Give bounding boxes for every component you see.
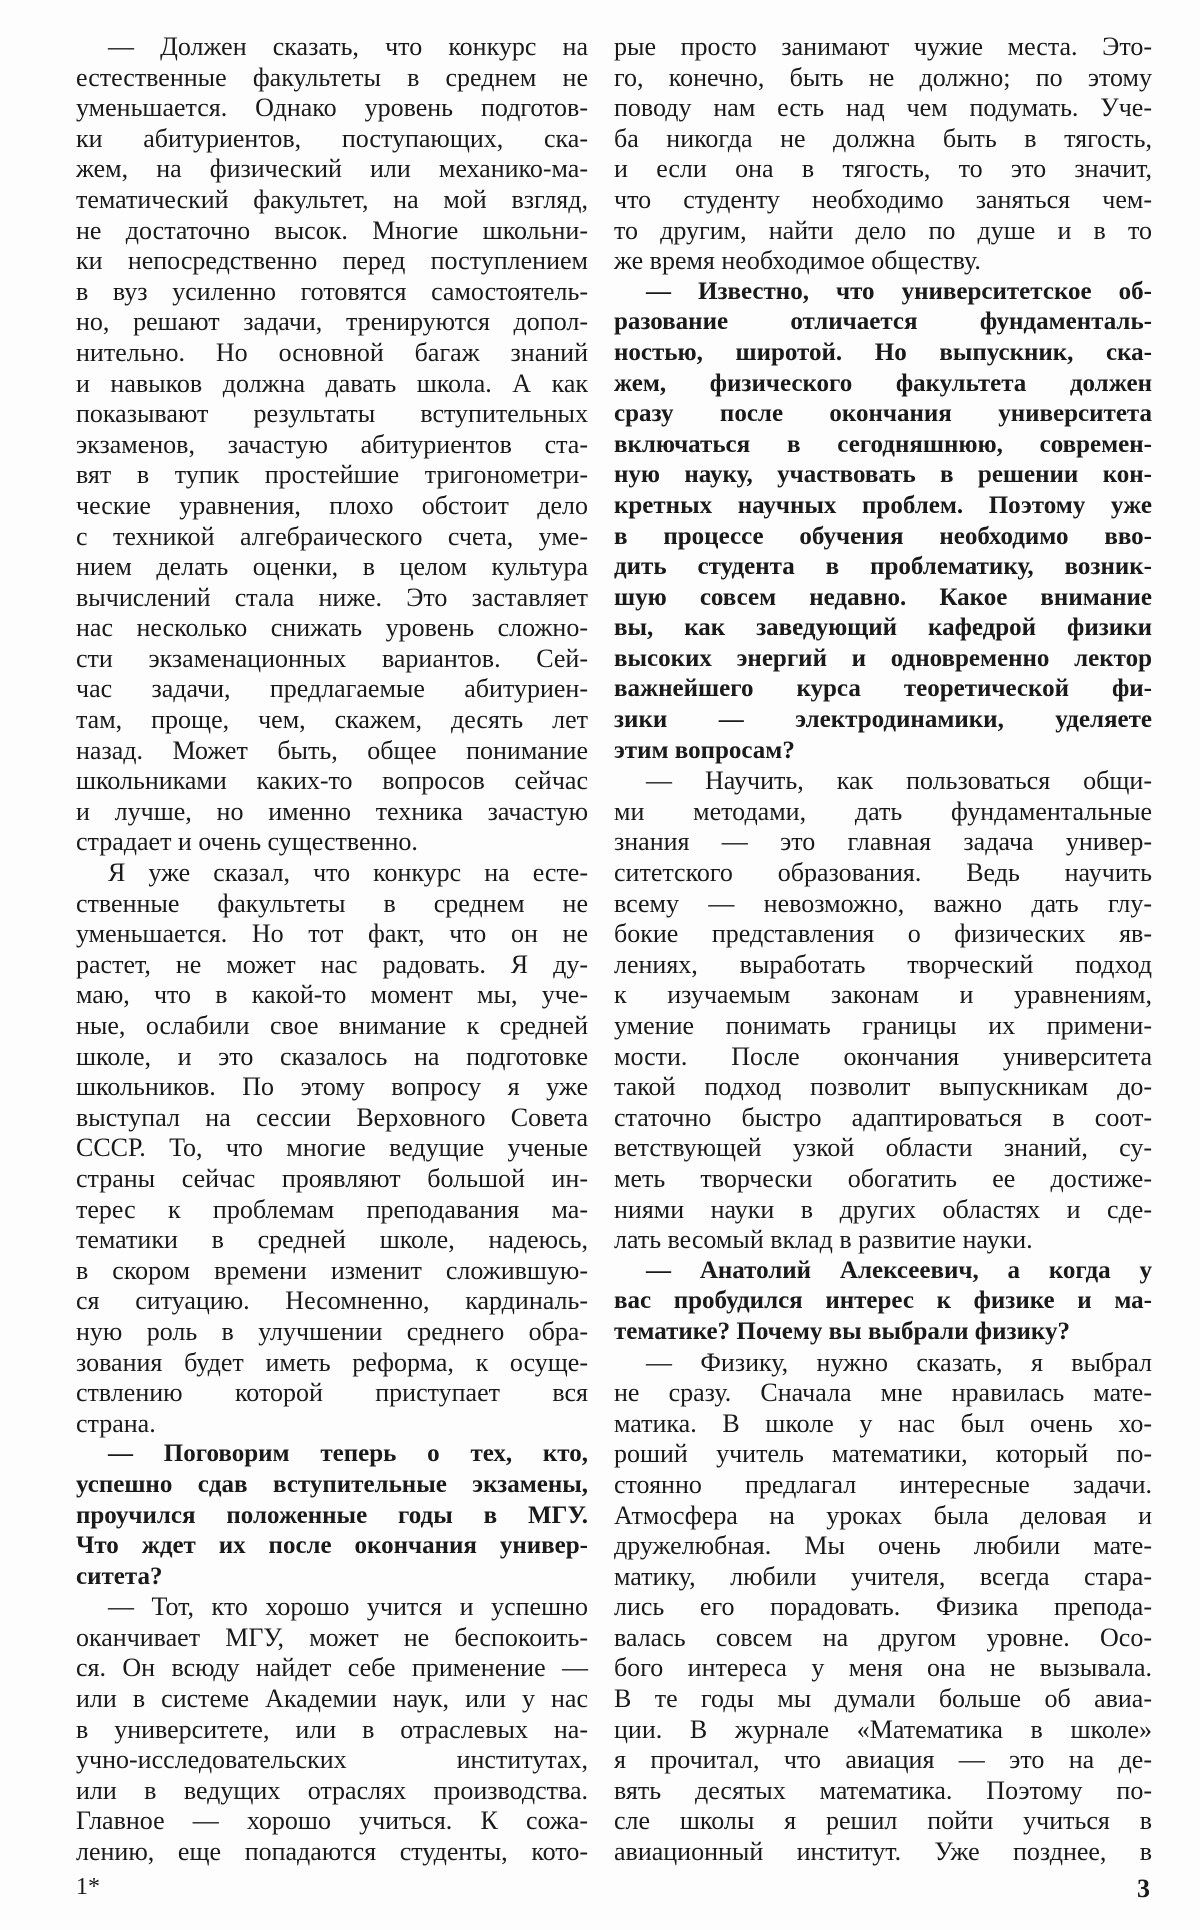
paragraph	[614, 766, 1152, 1256]
text-line: шую совсем недавно. Какое внимание	[614, 583, 1152, 611]
text-line: ции. В журнале «Математика в школе»	[614, 1714, 1152, 1744]
text-line: я прочитал, что авиация — это на де-	[614, 1745, 1152, 1775]
text-line: сразу после окончания университета	[614, 400, 1152, 428]
text-line: нас несколько снижать уровень сложно-	[76, 613, 588, 643]
text-line: Главное — хорошо учиться. К сожа-	[76, 1806, 588, 1836]
text-line: что студенту необходимо заняться чем-	[614, 184, 1152, 214]
text-line: вят в тупик простейшие тригонометри-	[76, 460, 588, 490]
text-line: лать весомый вклад в развитие науки.	[614, 1225, 1033, 1255]
text-line: меть творчески обогатить ее достиже-	[614, 1163, 1152, 1193]
text-line: такой подход позволит выпускникам до-	[614, 1072, 1152, 1102]
text-line: с техникой алгебраического счета, уме-	[76, 521, 588, 551]
text-line: — Тот, кто хорошо учится и успешно	[108, 1592, 588, 1622]
text-line: ную роль в улучшении среднего обра-	[76, 1316, 588, 1346]
text-line: показывают результаты вступительных	[76, 399, 588, 429]
text-line: ниями науки в других областях и сде-	[614, 1194, 1152, 1224]
text-line: ба никогда не должна быть в тягость,	[614, 123, 1152, 153]
text-line: нительно. Но основной багаж знаний	[76, 337, 588, 367]
text-line: ностью, широтой. Но выпускник, ска-	[614, 338, 1152, 366]
text-line: терес к проблемам преподавания ма-	[76, 1194, 588, 1224]
text-line: зики — электродинамики, уделяете	[614, 706, 1152, 734]
text-line: всему — невозможно, важно дать глу-	[614, 888, 1152, 918]
text-line: или в ведущих отраслях производства.	[76, 1775, 588, 1805]
text-line: вас пробудился интерес к физике и ма-	[614, 1287, 1152, 1315]
interview-question	[614, 1256, 1152, 1348]
text-line: высоких энергий и одновременно лектор	[614, 644, 1152, 672]
text-line: роший учитель математики, который по-	[614, 1439, 1152, 1469]
text-line: бого интереса у меня она не вызывала.	[614, 1653, 1152, 1683]
text-line: бокие представления о физических яв-	[614, 919, 1152, 949]
text-line: включаться в сегодняшнюю, современ-	[614, 430, 1152, 458]
text-line: го, конечно, быть не должно; по этому	[614, 62, 1152, 92]
text-line: в университете, или в отраслевых на-	[76, 1714, 588, 1744]
text-line: — Должен сказать, что конкурс на	[108, 32, 588, 61]
text-line: ки непосредственно перед поступлением	[76, 246, 588, 276]
text-line: умение понимать границы их примени-	[614, 1011, 1152, 1040]
text-line: уменьшается. Но тот факт, что он не	[76, 919, 588, 949]
text-line: не достаточно высок. Многие школьни-	[76, 215, 588, 245]
text-line: школьниками каких-то вопросов сейчас	[76, 766, 588, 796]
text-line: ствлению которой приступает вся	[76, 1378, 588, 1408]
text-line: то другим, найти дело по душе и в то	[614, 215, 1152, 245]
signature-mark: 1*	[76, 1874, 100, 1900]
paragraph	[76, 858, 588, 1439]
text-line: ственные факультеты в среднем не	[76, 888, 588, 918]
text-line: или в системе Академии наук, или у нас	[76, 1684, 588, 1714]
text-line: растет, не может нас радовать. Я ду-	[76, 949, 588, 979]
paragraph	[614, 1348, 1152, 1868]
text-line: выступал на сессии Верховного Совета	[76, 1102, 588, 1132]
text-line: стоянно предлагал интересные задачи.	[614, 1469, 1152, 1499]
text-line: и навыков должна давать школа. А как	[76, 368, 588, 398]
text-line: ную науку, участвовать в решении кон-	[614, 461, 1152, 489]
text-line: Что ждет их после окончания универ-	[76, 1532, 588, 1560]
text-line: вычислений стала ниже. Это заставляет	[76, 582, 588, 612]
text-line: сти экзаменационных вариантов. Сей-	[76, 643, 588, 673]
interview-question	[76, 1439, 588, 1592]
text-line: рые просто занимают чужие места. Это-	[614, 32, 1152, 61]
paragraph	[76, 32, 588, 858]
text-line: оканчивает МГУ, может не беспокоить-	[76, 1622, 588, 1652]
text-line: уменьшается. Однако уровень подготов-	[76, 93, 588, 123]
text-line: ситетского образования. Ведь научить	[614, 858, 1152, 888]
text-line: тематике? Почему вы выбрали физику?	[614, 1317, 1070, 1345]
text-line: страны сейчас проявляют большой ин-	[76, 1163, 588, 1193]
text-line: знания — это главная задача универ-	[614, 827, 1152, 857]
text-line: нием делать оценки, в целом культура	[76, 552, 588, 582]
text-line: ческие уравнения, плохо обстоит дело	[76, 490, 588, 520]
text-line: в процессе обучения необходимо вво-	[614, 522, 1152, 550]
text-line: — Поговорим теперь о тех, кто,	[108, 1440, 588, 1468]
text-line: назад. Может быть, общее понимание	[76, 735, 588, 765]
text-line: маю, что в какой-то момент мы, уче-	[76, 980, 588, 1010]
text-line: матика. В школе у нас был очень хо-	[614, 1408, 1152, 1438]
right-column	[614, 32, 1152, 1868]
text-line: дружелюбная. Мы очень любили мате-	[614, 1531, 1152, 1561]
text-line: В те годы мы думали больше об авиа-	[614, 1684, 1152, 1714]
text-line: статочно быстро адаптироваться в соот-	[614, 1102, 1152, 1132]
text-line: и лучше, но именно техника зачастую	[76, 796, 588, 826]
text-line: и если она в тягость, то это значит,	[614, 154, 1152, 184]
text-line: естественные факультеты в среднем не	[76, 62, 588, 92]
paragraph	[614, 32, 1152, 277]
text-line: там, проще, чем, скажем, десять лет	[76, 705, 588, 735]
text-line: дить студента в проблематику, возник-	[614, 553, 1152, 581]
text-line: час задачи, предлагаемые абитуриен-	[76, 674, 588, 704]
paragraph	[76, 1592, 588, 1867]
text-line: но, решают задачи, тренируются допол-	[76, 307, 588, 337]
text-line: этим вопросам?	[614, 736, 795, 764]
text-line: в вуз усиленно готовятся самостоятель-	[76, 276, 588, 306]
page-number: 3	[1137, 1874, 1150, 1903]
text-line: — Физику, нужно сказать, я выбрал	[646, 1347, 1152, 1377]
text-line: успешно сдав вступительные экзамены,	[76, 1470, 588, 1498]
text-line: — Известно, что университетское об-	[646, 277, 1152, 305]
text-line: учно-исследовательских институтах,	[76, 1745, 588, 1775]
text-line: ся ситуацию. Несомненно, кардиналь-	[76, 1286, 588, 1316]
text-line: — Научить, как пользоваться общи-	[646, 766, 1152, 796]
text-line: же время необходимое обществу.	[614, 246, 981, 276]
interview-question	[614, 277, 1152, 767]
text-line: тематики в средней школе, надеюсь,	[76, 1225, 588, 1255]
text-line: валась совсем на другом уровне. Осо-	[614, 1622, 1152, 1652]
text-line: вы, как заведующий кафедрой физики	[614, 614, 1152, 642]
text-line: не сразу. Сначала мне нравилась мате-	[614, 1378, 1152, 1408]
text-line: — Анатолий Алексеевич, а когда у	[646, 1256, 1152, 1284]
text-line: школе, и это сказалось на подготовке	[76, 1041, 588, 1071]
left-column	[76, 32, 588, 1868]
text-line: страдает и очень существенно.	[76, 827, 418, 857]
text-line: зования будет иметь реформа, к осуще-	[76, 1347, 588, 1377]
text-line: Атмосфера на уроках была деловая и	[614, 1500, 1152, 1530]
text-line: жем, физического факультета должен	[614, 369, 1152, 397]
text-line: страна.	[76, 1408, 156, 1438]
text-line: ветствующей узкой области знаний, су-	[614, 1133, 1152, 1163]
text-line: ми методами, дать фундаментальные	[614, 796, 1152, 826]
text-line: разование отличается фундаменталь-	[614, 308, 1152, 336]
text-line: кретных научных проблем. Поэтому уже	[614, 491, 1152, 519]
text-line: к изучаемым законам и уравнениям,	[614, 980, 1152, 1010]
text-line: лению, еще попадаются студенты, кото-	[76, 1837, 588, 1867]
text-line: жем, на физический или механико-ма-	[76, 154, 588, 184]
text-line: мости. После окончания университета	[614, 1041, 1152, 1071]
text-line: поводу нам есть над чем подумать. Уче-	[614, 93, 1152, 123]
text-line: экзаменов, зачастую абитуриентов ста-	[76, 429, 588, 459]
text-line: лениях, выработать творческий подход	[614, 949, 1152, 979]
text-line: вять десятых математика. Поэтому по-	[614, 1775, 1152, 1805]
text-line: школьников. По этому вопросу я уже	[76, 1072, 588, 1102]
text-line: ки абитуриентов, поступающих, ска-	[76, 123, 588, 153]
text-line: лись его порадовать. Физика препода-	[614, 1592, 1152, 1622]
text-line: ся. Он всюду найдет себе применение —	[76, 1653, 588, 1683]
text-line: в скором времени изменит сложившую-	[76, 1255, 588, 1285]
text-line: авиационный институт. Уже позднее, в	[614, 1837, 1152, 1867]
text-line: сле школы я решил пойти учиться в	[614, 1806, 1152, 1836]
text-line: матику, любили учителя, всегда стара-	[614, 1561, 1152, 1591]
text-line: Я уже сказал, что конкурс на есте-	[108, 858, 588, 888]
text-line: тематический факультет, на мой взгляд,	[76, 184, 588, 214]
text-line: ситета?	[76, 1562, 163, 1590]
text-line: важнейшего курса теоретической фи-	[614, 675, 1152, 703]
text-line: ные, ослабили свое внимание к средней	[76, 1011, 588, 1040]
text-line: СССР. То, что многие ведущие ученые	[76, 1133, 588, 1163]
text-line: проучился положенные годы в МГУ.	[76, 1501, 588, 1529]
